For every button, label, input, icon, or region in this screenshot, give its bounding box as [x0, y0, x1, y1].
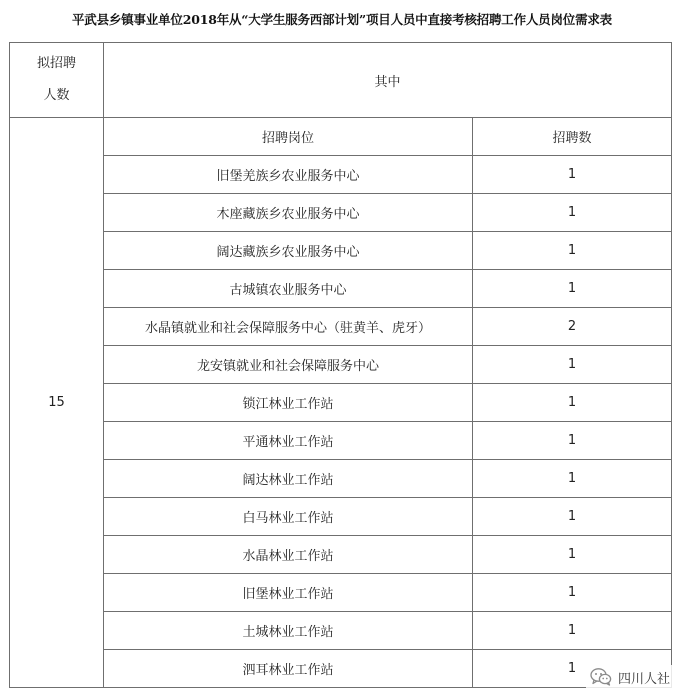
position-cell: 泗耳林业工作站	[104, 650, 473, 688]
count-column-header: 招聘数	[473, 118, 672, 156]
subheader-row	[10, 118, 672, 156]
table-row	[10, 308, 672, 346]
position-cell: 土城林业工作站	[104, 612, 473, 650]
group-header: 其中	[104, 43, 672, 118]
planned-count-header-line1: 拟招聘	[36, 56, 76, 71]
watermark-text: 四川人社	[617, 671, 670, 687]
watermark	[586, 665, 674, 689]
position-cell: 平通林业工作站	[104, 422, 473, 460]
planned-total-cell: 15	[10, 118, 104, 688]
table-row	[10, 460, 672, 498]
position-cell: 旧堡羌族乡农业服务中心	[104, 156, 473, 194]
count-cell: 1	[473, 574, 672, 612]
position-cell: 龙安镇就业和社会保障服务中心	[104, 346, 473, 384]
page-title: 平武县乡镇事业单位2018年从“大学生服务西部计划”项目人员中直接考核招聘工作人员岗位需求表	[72, 12, 612, 27]
position-cell: 水晶林业工作站	[104, 536, 473, 574]
table-row	[10, 650, 672, 688]
position-column-header: 招聘岗位	[104, 118, 473, 156]
table-row	[10, 612, 672, 650]
table-row	[10, 422, 672, 460]
count-cell: 1	[473, 346, 672, 384]
position-cell: 锁江林业工作站	[104, 384, 473, 422]
wechat-icon	[590, 667, 612, 687]
table-row	[10, 156, 672, 194]
table-row	[10, 270, 672, 308]
table-row	[10, 574, 672, 612]
count-cell: 1	[473, 156, 672, 194]
position-cell: 旧堡林业工作站	[104, 574, 473, 612]
count-cell: 1	[473, 536, 672, 574]
position-table	[9, 42, 672, 688]
count-cell: 1	[473, 384, 672, 422]
position-cell: 木座藏族乡农业服务中心	[104, 194, 473, 232]
position-cell: 阔达藏族乡农业服务中心	[104, 232, 473, 270]
count-cell: 1	[473, 270, 672, 308]
count-cell: 1	[473, 232, 672, 270]
count-cell: 1	[473, 650, 672, 688]
count-cell: 2	[473, 308, 672, 346]
table-row	[10, 232, 672, 270]
position-cell: 白马林业工作站	[104, 498, 473, 536]
count-cell: 1	[473, 498, 672, 536]
count-cell: 1	[473, 460, 672, 498]
table-header-row	[10, 43, 672, 118]
position-cell: 阔达林业工作站	[104, 460, 473, 498]
position-cell: 水晶镇就业和社会保障服务中心（驻黄羊、虎牙）	[104, 308, 473, 346]
planned-count-header	[10, 43, 104, 118]
table-row	[10, 346, 672, 384]
table-row	[10, 384, 672, 422]
position-cell: 古城镇农业服务中心	[104, 270, 473, 308]
table-row	[10, 498, 672, 536]
table-row	[10, 536, 672, 574]
table-row	[10, 194, 672, 232]
count-cell: 1	[473, 612, 672, 650]
count-cell: 1	[473, 194, 672, 232]
count-cell: 1	[473, 422, 672, 460]
planned-count-header-line2: 人数	[43, 88, 70, 103]
